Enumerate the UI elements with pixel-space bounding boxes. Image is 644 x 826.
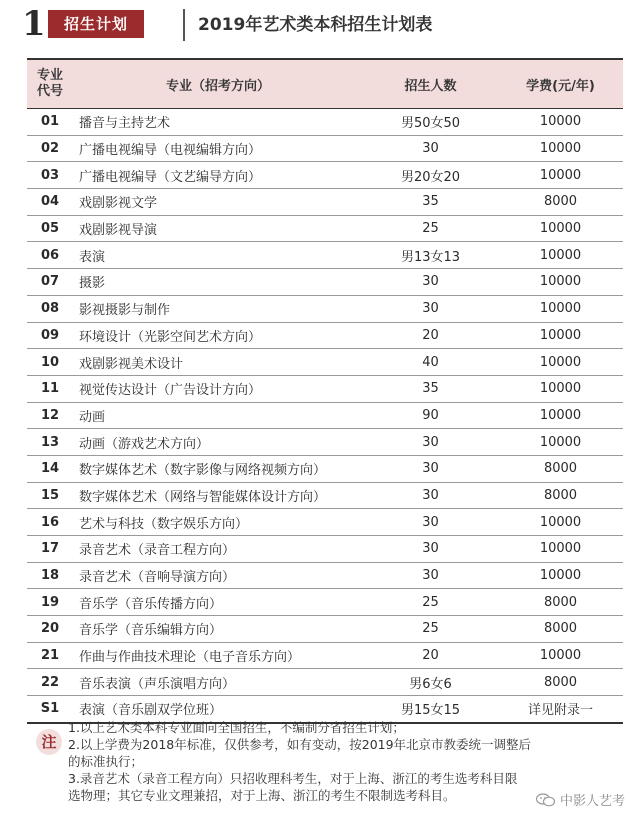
section-label: 招生计划 [48,10,144,38]
fee-cell: 10000 [498,322,623,349]
major-cell: 作曲与作曲技术理论（电子音乐方向） [73,642,363,669]
major-cell: 音乐学（音乐编辑方向） [73,616,363,643]
major-cell: 音乐表演（声乐演唱方向） [73,669,363,696]
table-row [27,269,623,296]
quota-cell: 30 [363,455,498,482]
code-cell: 21 [27,642,73,669]
fee-cell: 10000 [498,295,623,322]
major-cell: 环境设计（光影空间艺术方向） [73,322,363,349]
code-cell: 12 [27,402,73,429]
quota-cell: 男15女15 [363,696,498,723]
table-row [27,215,623,242]
code-cell: 18 [27,562,73,589]
table-row [27,429,623,456]
fee-cell: 10000 [498,562,623,589]
fee-cell: 10000 [498,375,623,402]
quota-cell: 20 [363,322,498,349]
table-row [27,669,623,696]
fee-cell: 8000 [498,616,623,643]
code-cell: 13 [27,429,73,456]
code-cell: 05 [27,215,73,242]
fee-cell: 10000 [498,402,623,429]
note-line: 3.录音艺术（录音工程方向）只招收理科考生，对于上海、浙江的考生选考科目限 [68,771,518,786]
major-cell: 影视摄影与制作 [73,295,363,322]
major-cell: 动画（游戏艺术方向） [73,429,363,456]
major-cell: 广播电视编导（文艺编导方向） [73,162,363,189]
quota-cell: 男20女20 [363,162,498,189]
quota-cell: 30 [363,509,498,536]
code-cell: 19 [27,589,73,616]
column-header-code-text: 专业代号 [36,68,63,99]
fee-cell: 详见附录一 [498,696,623,723]
code-cell: 11 [27,375,73,402]
code-cell: 07 [27,269,73,296]
watermark-text: 中影人艺考 [560,794,626,809]
note-line: 的标准执行； [68,754,144,769]
major-cell: 表演 [73,242,363,269]
major-cell: 戏剧影视导演 [73,215,363,242]
quota-cell: 30 [363,295,498,322]
header-divider [183,9,185,41]
table-row [27,189,623,216]
major-cell: 戏剧影视文学 [73,189,363,216]
quota-cell: 30 [363,482,498,509]
code-cell: 17 [27,536,73,563]
major-cell: 艺术与科技（数字娱乐方向） [73,509,363,536]
code-cell: 02 [27,135,73,162]
table-row [27,455,623,482]
code-cell: 20 [27,616,73,643]
quota-cell: 25 [363,589,498,616]
table-row [27,349,623,376]
major-cell: 数字媒体艺术（数字影像与网络视频方向） [73,455,363,482]
fee-cell: 10000 [498,509,623,536]
quota-cell: 30 [363,536,498,563]
fee-cell: 10000 [498,429,623,456]
table-row [27,402,623,429]
table-row [27,109,623,136]
major-cell: 录音艺术（录音工程方向） [73,536,363,563]
quota-cell: 男6女6 [363,669,498,696]
fee-cell: 10000 [498,642,623,669]
note-line: 1.以上艺术类本科专业面向全国招生，不编制分省招生计划； [68,720,405,735]
table-row [27,536,623,563]
code-cell: 14 [27,455,73,482]
major-cell: 数字媒体艺术（网络与智能媒体设计方向） [73,482,363,509]
column-header-fee: 学费(元/年) [498,59,623,109]
fee-cell: 8000 [498,482,623,509]
fee-cell: 8000 [498,589,623,616]
note-marker: 注 [36,729,62,755]
fee-cell: 10000 [498,242,623,269]
page-title: 2019年艺术类本科招生计划表 [198,15,433,35]
major-cell: 摄影 [73,269,363,296]
quota-cell: 男13女13 [363,242,498,269]
quota-cell: 30 [363,269,498,296]
code-cell: 03 [27,162,73,189]
fee-cell: 10000 [498,162,623,189]
table-row [27,616,623,643]
quota-cell: 30 [363,562,498,589]
fee-cell: 10000 [498,109,623,136]
table-header-row [27,59,623,109]
major-cell: 广播电视编导（电视编辑方向） [73,135,363,162]
quota-cell: 40 [363,349,498,376]
major-cell: 戏剧影视美术设计 [73,349,363,376]
column-header-major: 专业（招考方向） [73,59,363,109]
fee-cell: 10000 [498,349,623,376]
code-cell: S1 [27,696,73,723]
code-cell: 01 [27,109,73,136]
quota-cell: 30 [363,135,498,162]
fee-cell: 10000 [498,536,623,563]
fee-cell: 10000 [498,269,623,296]
column-header-code [27,59,73,109]
code-cell: 16 [27,509,73,536]
wechat-icon [536,793,556,807]
page-header [0,0,644,50]
major-cell: 视觉传达设计（广告设计方向） [73,375,363,402]
quota-cell: 男50女50 [363,109,498,136]
quota-cell: 35 [363,375,498,402]
table-row [27,135,623,162]
fee-cell: 8000 [498,669,623,696]
code-cell: 15 [27,482,73,509]
table-row [27,509,623,536]
major-cell: 录音艺术（音响导演方向） [73,562,363,589]
quota-cell: 90 [363,402,498,429]
table-row [27,162,623,189]
note-line: 2.以上学费为2018年标准，仅供参考，如有变动，按2019年北京市教委统一调整后 [68,737,532,752]
table-row [27,482,623,509]
table-body [27,109,623,723]
fee-cell: 10000 [498,215,623,242]
quota-cell: 20 [363,642,498,669]
watermark [536,790,625,809]
table-row [27,642,623,669]
code-cell: 04 [27,189,73,216]
table-row [27,589,623,616]
table-row [27,242,623,269]
quota-cell: 30 [363,429,498,456]
major-cell: 表演（音乐剧双学位班） [73,696,363,723]
code-cell: 08 [27,295,73,322]
quota-cell: 25 [363,215,498,242]
major-cell: 动画 [73,402,363,429]
fee-cell: 8000 [498,189,623,216]
fee-cell: 10000 [498,135,623,162]
note-line: 选物理；其它专业文理兼招，对于上海、浙江的考生不限制选考科目。 [68,788,456,803]
quota-cell: 25 [363,616,498,643]
enrollment-plan-table [27,58,623,724]
table-row [27,322,623,349]
column-header-quota: 招生人数 [363,59,498,109]
fee-cell: 8000 [498,455,623,482]
table-row [27,375,623,402]
code-cell: 22 [27,669,73,696]
major-cell: 音乐学（音乐传播方向） [73,589,363,616]
section-number: 1 [22,4,46,44]
table-row [27,562,623,589]
quota-cell: 35 [363,189,498,216]
code-cell: 10 [27,349,73,376]
code-cell: 09 [27,322,73,349]
table-row [27,295,623,322]
code-cell: 06 [27,242,73,269]
major-cell: 播音与主持艺术 [73,109,363,136]
